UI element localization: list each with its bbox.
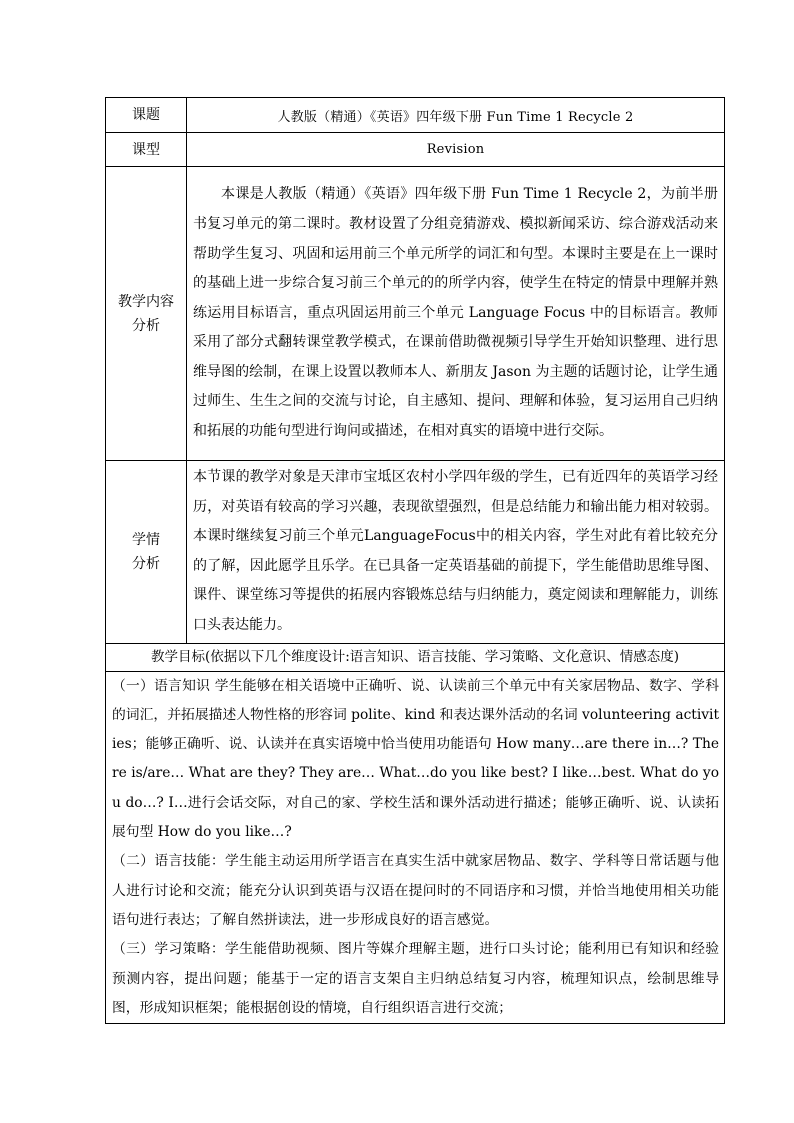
course-label: 课题 xyxy=(106,98,187,133)
learner-analysis-label: 学情分析 xyxy=(106,461,187,644)
learner-analysis-row xyxy=(106,461,725,644)
course-value: 人教版（精通）《英语》四年级下册 Fun Time 1 Recycle 2 xyxy=(187,98,725,133)
goals-row xyxy=(106,671,725,1024)
goals-header-row xyxy=(106,643,725,671)
goals-body xyxy=(106,671,725,1024)
content-analysis-label: 教学内容分析 xyxy=(106,167,187,461)
type-label: 课型 xyxy=(106,133,187,167)
content-analysis-row xyxy=(106,167,725,461)
goals-header: 教学目标(依据以下几个维度设计:语言知识、语言技能、学习策略、文化意识、情感态度) xyxy=(106,643,725,671)
goal-learning-strategies: （三）学习策略：学生能借助视频、图片等媒介理解主题，进行口头讨论；能利用已有知识和经验预测内容，提出问题；能基于一定的语言支架自主归纳总结复习内容，梳理知识点，绘制思维导图，形成知识框架；能根据创设的情境，自行组织语言进行交流； xyxy=(112,941,719,1016)
course-row xyxy=(106,98,725,133)
lesson-plan-table xyxy=(105,97,725,1024)
goal-language-skills: （二）语言技能：学生能主动运用所学语言在真实生活中就家居物品、数字、学科等日常话题与他人进行讨论和交流；能充分认识到英语与汉语在提问时的不同语序和习惯，并恰当地使用相关功能语句进行表达；了解自然拼读法，进一步形成良好的语言感觉。 xyxy=(112,853,719,928)
type-row xyxy=(106,133,725,167)
goal-language-knowledge: （一）语言知识 学生能够在相关语境中正确听、说、认读前三个单元中有关家居物品、数字、学科的词汇，并拓展描述人物性格的形容词 polite、kind 和表达课外活动的名词 volunteering activities；能够正确听、说、认读并在真实语境中恰当使用功能语句 How many…are there in…? There is/are… What are they? They are… What…do you like best? I like…best. What do you do…? I…进行会话交际，对自己的家、学校生活和课外活动进行描述；能够正确听、说、认读拓展句型 How do you like…? xyxy=(112,677,719,841)
content-analysis-text: 本课是人教版（精通）《英语》四年级下册 Fun Time 1 Recycle 2，为前半册书复习单元的第二课时。教材设置了分组竞猜游戏、模拟新闻采访、综合游戏活动来帮助学生复习、巩固和运用前三个单元所学的词汇和句型。本课时主要是在上一课时的基础上进一步综合复习前三个单元的的所学内容，使学生在特定的情景中理解并熟练运用目标语言，重点巩固运用前三个单元 Language Focus 中的目标语言。教师采用了部分式翻转课堂教学模式，在课前借助微视频引导学生开始知识整理、进行思维导图的绘制，在课上设置以教师本人、新朋友 Jason 为主题的话题讨论，让学生通过师生、生生之间的交流与讨论，自主感知、提问、理解和体验，复习运用自己归纳和拓展的功能句型进行询问或描述，在相对真实的语境中进行交际。 xyxy=(187,167,725,461)
learner-analysis-text: 本节课的教学对象是天津市宝坻区农村小学四年级的学生，已有近四年的英语学习经历，对英语有较高的学习兴趣，表现欲望强烈，但是总结能力和输出能力相对较弱。本课时继续复习前三个单元LanguageFocus中的相关内容，学生对此有着比较充分的了解，因此愿学且乐学。在已具备一定英语基础的前提下，学生能借助思维导图、课件、课堂练习等提供的拓展内容锻炼总结与归纳能力，奠定阅读和理解能力，训练口头表达能力。 xyxy=(187,461,725,644)
type-value: Revision xyxy=(187,133,725,167)
